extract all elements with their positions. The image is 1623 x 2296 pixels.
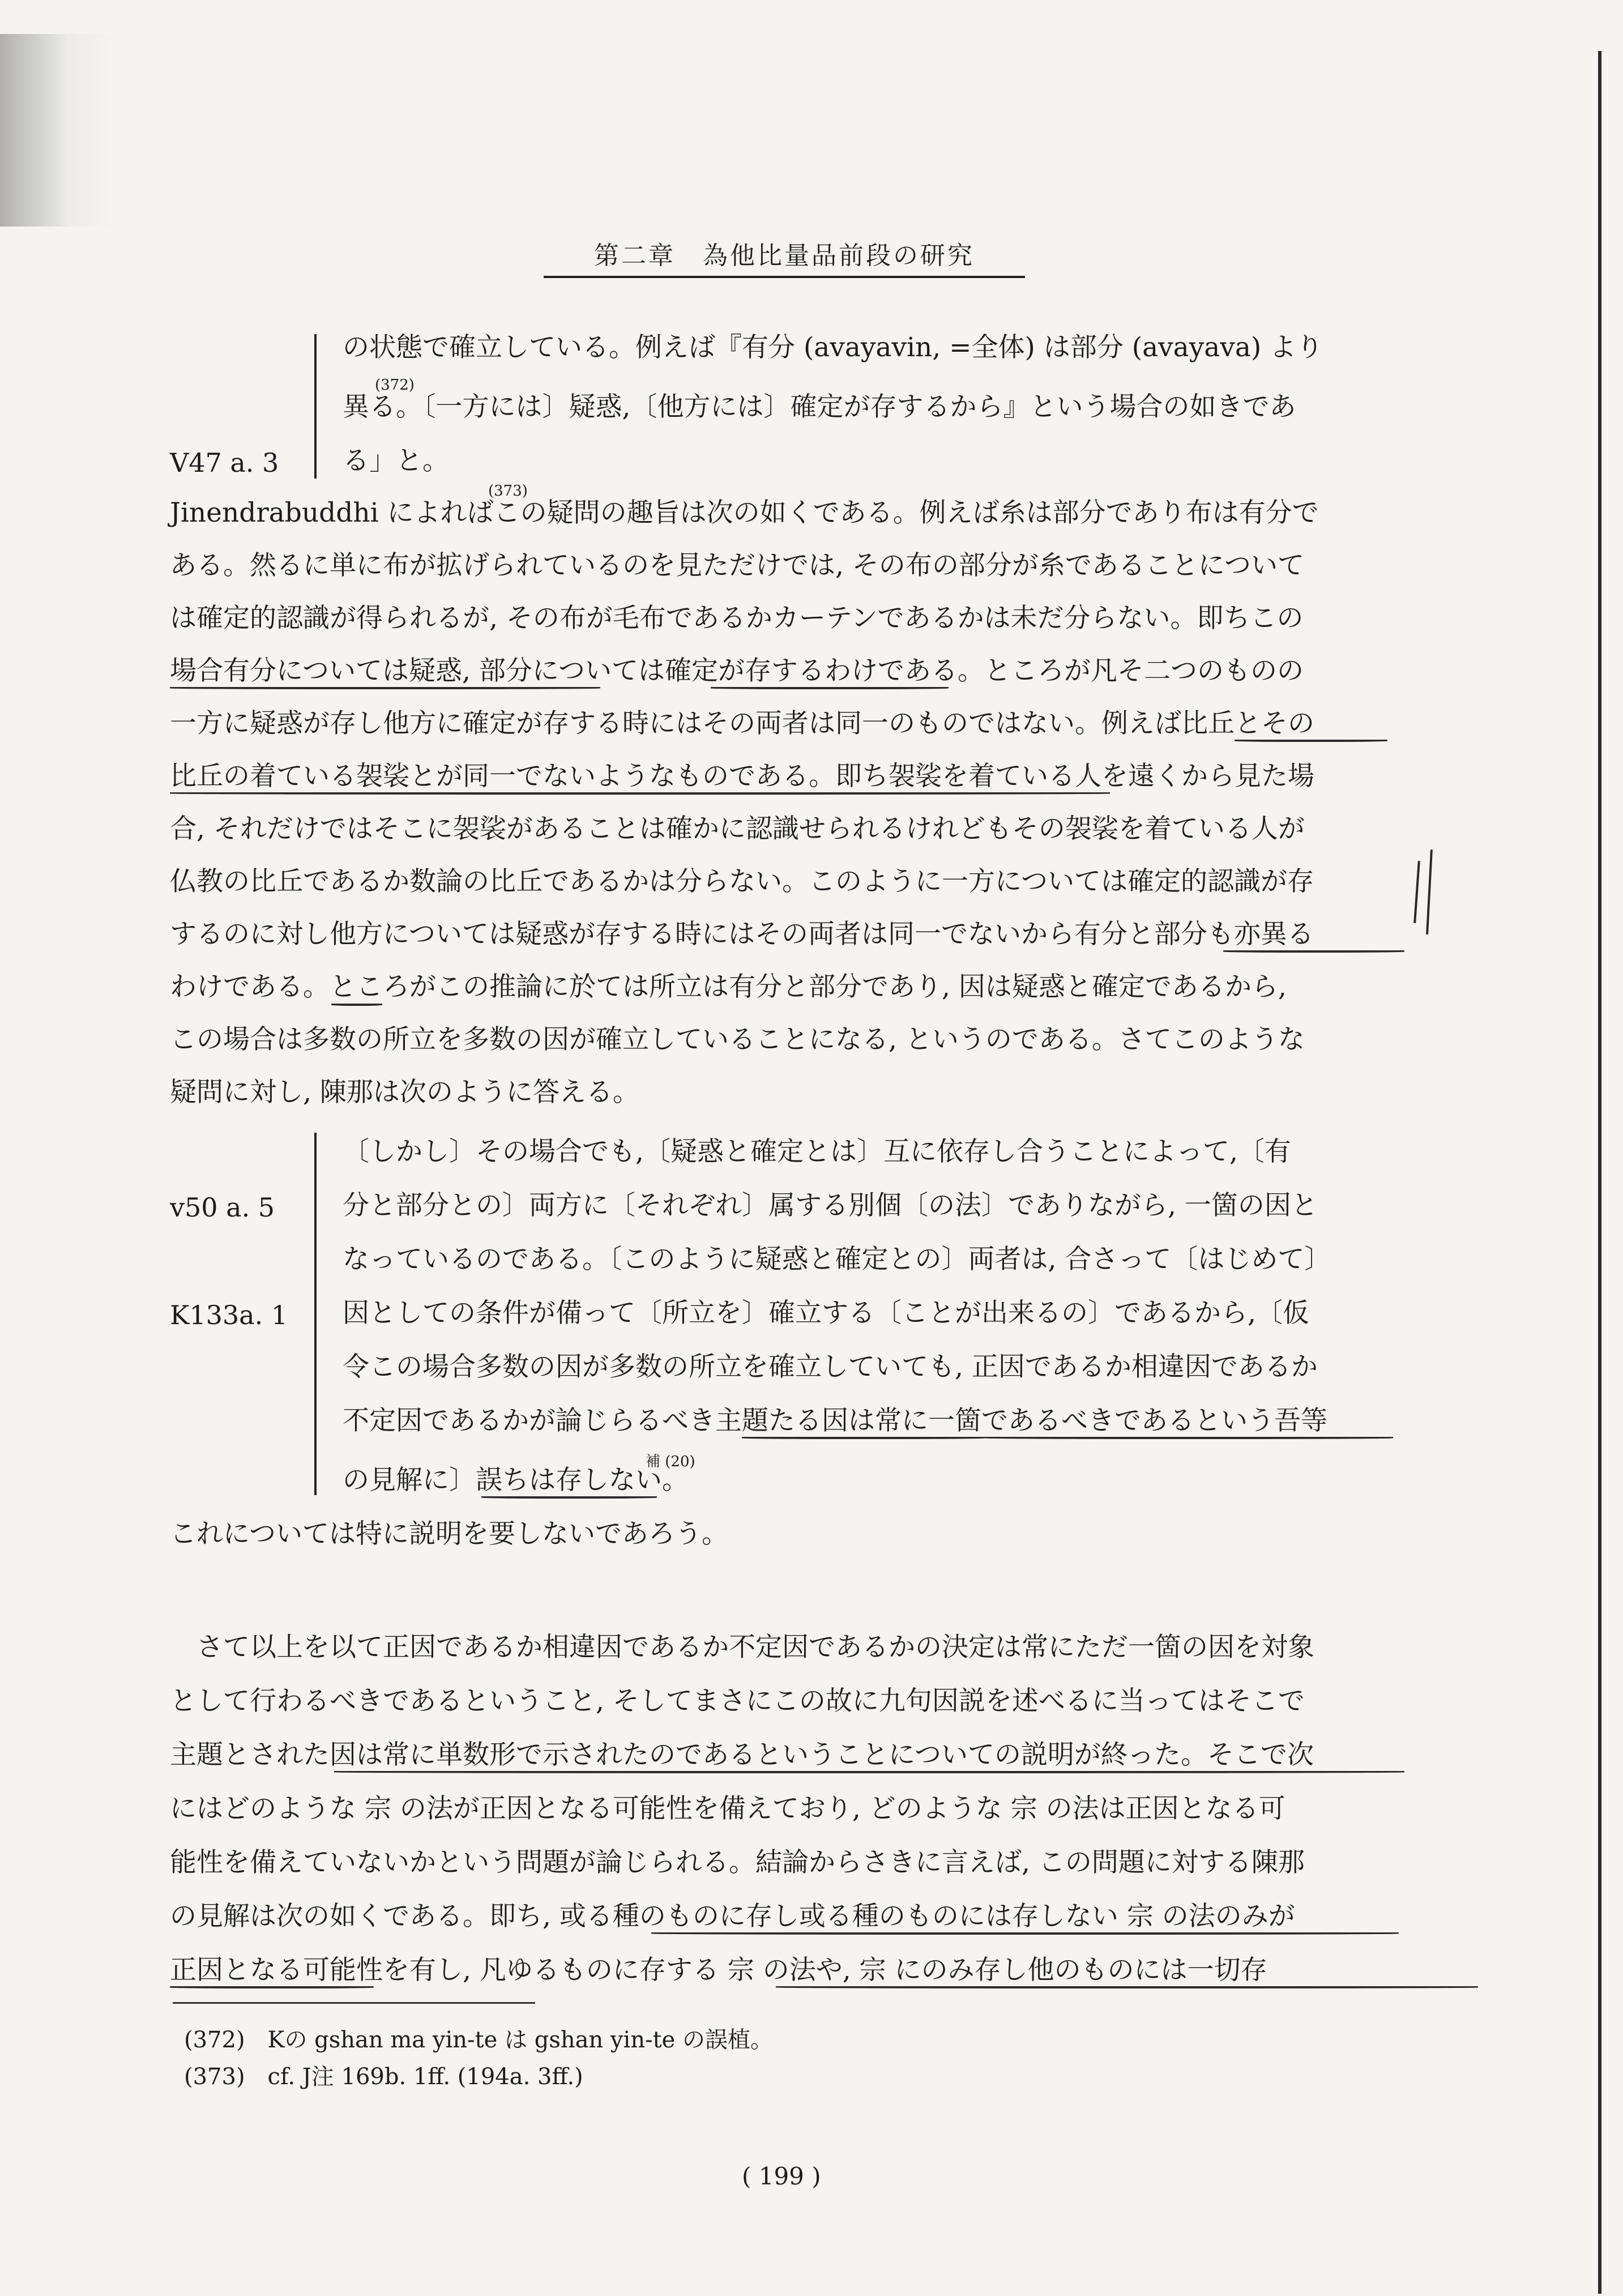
pen-underline xyxy=(742,1437,985,1439)
pen-underline xyxy=(1223,950,1404,953)
text-line: の見解に〕誤ちは存しない。 xyxy=(343,1465,689,1496)
footnote: (372) Kの gshan ma yin-te は gshan yin-te の誤植。 xyxy=(184,2027,774,2053)
note-marker: (372) xyxy=(375,377,415,394)
text-line: わけである。ところがこの推論に於ては所立は有分と部分であり, 因は疑惑と確定であるから, xyxy=(170,971,1287,1002)
pen-underline xyxy=(170,687,600,689)
text-line: この場合は多数の所立を多数の因が確立していることになる, というのである。さてこのような xyxy=(170,1024,1305,1055)
text-line: ある。然るに単に布が拡げられているのを見ただけでは, その布の部分が糸であることについて xyxy=(170,550,1304,581)
pen-underline xyxy=(170,1986,374,1988)
binding-edge-line xyxy=(1598,51,1601,2294)
pen-underline xyxy=(1235,740,1387,742)
pen-underline xyxy=(711,687,949,689)
pen-margin-mark xyxy=(1413,861,1420,923)
text-line: 疑問に対し, 陳那は次のように答える。 xyxy=(170,1077,639,1108)
pen-underline xyxy=(334,1771,1404,1773)
text-line: 令この場合多数の因が多数の所立を確立していても, 正因であるか相違因であるか xyxy=(343,1351,1318,1382)
pen-underline xyxy=(331,1004,382,1006)
text-line: Jinendrabuddhi によればこの疑問の趣旨は次の如くである。例えば糸は部分であり布は有分で xyxy=(170,497,1319,528)
quote-bar xyxy=(314,334,317,479)
text-line: 一方に疑惑が存し他方に確定が存する時にはその両者は同一のものではない。例えば比丘とその xyxy=(170,708,1314,739)
margin-reference: v50 a. 5 xyxy=(170,1192,275,1223)
text-line: するのに対し他方については疑惑が存する時にはその両者は同一でないから有分と部分も亦異る xyxy=(170,919,1314,950)
text-line: 〔しかし〕その場合でも,〔疑惑と確定とは〕互に依存し合うことによって,〔有 xyxy=(343,1136,1291,1167)
text-line: 場合有分については疑惑, 部分については確定が存するわけである。ところが凡そ二つのものの xyxy=(170,655,1304,686)
text-line: にはどのような 宗 の法が正因となる可能性を備えており, どのような 宗 の法は正因となる可 xyxy=(170,1793,1285,1824)
text-line: 合, それだけではそこに袈裟があることは確かに認識せられるけれどもその袈裟を着ている人が xyxy=(170,813,1305,844)
note-marker: (373) xyxy=(488,483,528,500)
text-line: として行わるべきであるということ, そしてまさにこの故に九句因説を述べるに当ってはそこで xyxy=(170,1685,1305,1717)
text-line: 主題とされた因は常に単数形で示されたのであるということについての説明が終った。そこで次 xyxy=(170,1739,1314,1770)
margin-reference: V47 a. 3 xyxy=(170,447,279,478)
text-line: なっているのである。〔このように疑惑と確定との〕両者は, 合さって〔はじめて〕 xyxy=(343,1244,1331,1275)
footnote: (373) cf. J注 169b. 1ff. (194a. 3ff.) xyxy=(184,2064,583,2090)
quote-bar xyxy=(314,1133,317,1495)
pen-underline xyxy=(776,1986,1478,1988)
text-line: る」と。 xyxy=(343,445,449,476)
pen-underline xyxy=(985,1437,1393,1439)
text-line: これについては特に説明を要しないであろう。 xyxy=(170,1518,729,1550)
text-line: 正因となる可能性を有し, 凡ゆるものに存する 宗 の法や, 宗 にのみ存し他のものには一切存 xyxy=(170,1954,1267,1986)
page-number: ( 199 ) xyxy=(742,2162,821,2190)
pen-margin-mark xyxy=(1426,850,1433,934)
text-line: さて以上を以て正因であるか相違因であるか不定因であるかの決定は常にただ一箇の因を対象 xyxy=(170,1632,1314,1663)
note-marker: 補 (20) xyxy=(646,1453,695,1470)
text-line: は確定的認識が得られるが, その布が毛布であるかカーテンであるかは未だ分らない。即ちこの xyxy=(170,603,1304,634)
text-line: の見解は次の如くである。即ち, 或る種のものに存し或る種のものには存しない 宗 の法のみが xyxy=(170,1901,1295,1932)
text-line: 仏教の比丘であるか数論の比丘であるかは分らない。このように一方については確定的認識が存 xyxy=(170,866,1314,897)
text-line: 比丘の着ている袈裟とが同一でないようなものである。即ち袈裟を着ている人を遠くから見た場 xyxy=(170,761,1314,792)
text-line: 不定因であるかが論じらるべき主題たる因は常に一箇であるべきであるという吾等 xyxy=(343,1405,1327,1436)
margin-reference: K133a. 1 xyxy=(170,1300,288,1330)
chapter-header: 第二章 為他比量品前段の研究 xyxy=(544,235,1025,278)
pen-underline xyxy=(651,1932,1399,1935)
text-line: 因としての条件が備って〔所立を〕確立する〔ことが出来るの〕であるから,〔仮 xyxy=(343,1298,1309,1329)
scan-edge-shadow xyxy=(0,34,113,227)
text-line: 異る。〔一方には〕疑惑,〔他方には〕確定が存するから』という場合の如きであ xyxy=(343,391,1296,423)
text-line: 能性を備えていないかという問題が論じられる。結論からさきに言えば, この問題に対する陳那 xyxy=(170,1847,1305,1878)
footnote-divider xyxy=(173,2002,535,2004)
text-line: 分と部分との〕両方に〔それぞれ〕属する別個〔の法〕でありながら, 一箇の因と xyxy=(343,1190,1318,1221)
pen-underline xyxy=(170,792,1110,795)
text-line: の状態で確立している。例えば『有分 (avayavin, =全体) は部分 (avayava) より xyxy=(343,332,1323,363)
pen-underline xyxy=(481,1496,657,1499)
